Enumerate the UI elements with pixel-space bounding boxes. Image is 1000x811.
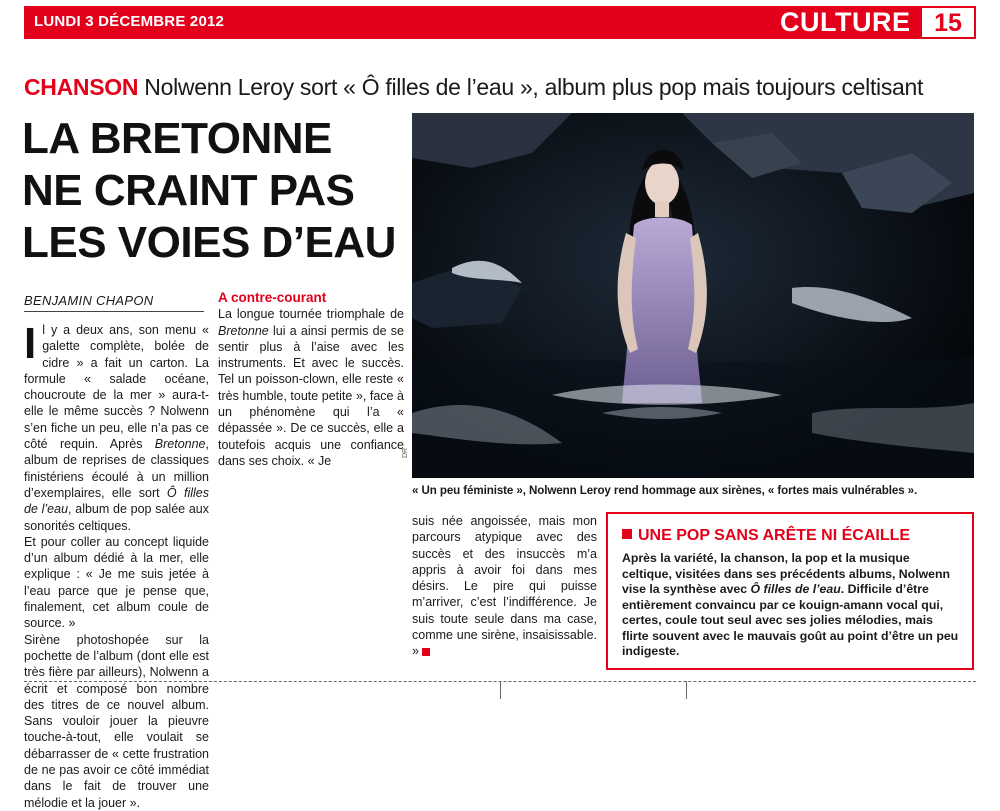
square-bullet-icon [622,529,632,539]
drop-cap: I [24,319,37,368]
article-paragraph: Il y a deux ans, son menu « galette complète, bolée de cidre » a fait un carton. La formule « salade océane, choucroute de la mer » aura-t-elle le même succès ? Nolwenn s’en fiche un peu, elle n’a pas ce côté requin. Après Bretonne, album de reprises de classiques finistériens écoulé à un million d’exemplaires, elle sort Ô filles de l’eau, album de pop salée aux sonorités celtiques. [24,319,209,533]
issue-date: LUNDI 3 DÉCEMBRE 2012 [34,13,225,30]
photo-caption: « Un peu féministe », Nolwenn Leroy rend hommage aux sirènes, « fortes mais vulnérables ». [412,484,918,497]
article-column-1 [24,319,209,811]
page-header-banner [24,6,976,39]
article-kicker [24,74,923,101]
headline-line-2: NE CRAINT PAS [22,166,355,215]
sidebar-body: Après la variété, la chanson, la pop et la musique celtique, visitées dans ses précédents albums, Nolwenn vise la synthèse avec Ô filles de l’eau. Difficile d’être entièrement convaincu par ce kouign-amann vocal qui, certes, coule tout seul avec ses jolies mélodies, mais flirte souvent avec le mauvais goût au point d’être un peu indigeste. [622,551,959,658]
article-paragraph: Sirène photoshopée sur la pochette de l’album (dont elle est très fière par ailleurs), Nolwenn a écrit et composé bon nombre des titres de ce nouvel album. Sans vouloir jouer la pieuvre touche-à-tout, elle voulait se débarrasser de « cette frustration de ne pas avoir ce côté immédiat dans le fait de trouver une mélodie et la jouer ». [24,632,209,810]
headline-line-3: LES VOIES D’EAU [22,218,396,267]
end-of-article-mark [422,648,430,656]
page-number: 15 [934,9,962,37]
column-gutter-mark [686,681,687,699]
kicker-text: Nolwenn Leroy sort « Ô filles de l’eau », album plus pop mais toujours celtisant [138,74,924,100]
article-paragraph: Et pour coller au concept liquide d’un album dédié à la mer, elle explique : « Je me suis jetée à l’eau parce que je pense que, finalement, cet album coule de source. » [24,534,209,631]
sidebar-title: UNE POP SANS ARÊTE NI ÉCAILLE [622,527,960,545]
article-headline [22,113,402,269]
article-column-2 [218,290,404,469]
section-title: CULTURE [780,7,911,37]
byline-divider [24,311,204,312]
photo-illustration [412,113,974,478]
article-paragraph: suis née angoissée, mais mon parcours atypique avec des succès et des insuccès m’a appris à avoir foi dans mes désirs. Le pire qui puisse m’arriver, c’est l’indifférence. Je suis toute seule dans ma case, comme une sirène, insaisissable. » [412,514,597,659]
article-photo [412,113,974,478]
article-subhead: A contre-courant [218,290,327,305]
article-column-3 [412,513,597,660]
photo-credit: DR [402,447,409,458]
column-gutter-mark [500,681,501,699]
review-sidebar-box [606,512,974,670]
page-number-box [920,6,976,39]
headline-line-1: LA BRETONNE [22,114,332,163]
byline: BENJAMIN CHAPON [24,293,154,308]
article-paragraph: La longue tournée triomphale de Bretonne lui a ainsi permis de se sentir plus à l’aise avec les instruments. Et avec le succès. Tel un poisson-clown, elle reste « très humble, toute petite », face à un phénomène qui l’a « dépassée ». De ce succès, elle a toutefois acquis une confiance dans ses choix. « Je [218,307,404,468]
kicker-label: CHANSON [24,74,139,100]
